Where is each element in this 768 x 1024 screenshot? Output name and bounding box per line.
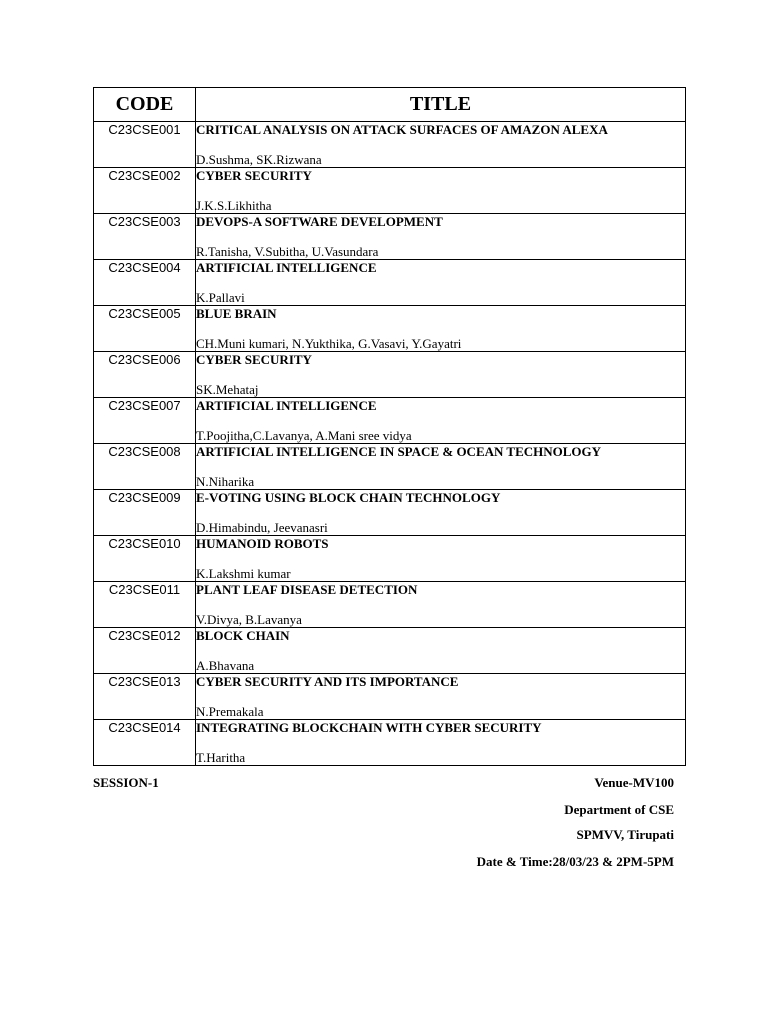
paper-authors: SK.Mehataj: [196, 382, 259, 397]
paper-title: BLOCK CHAIN: [196, 628, 290, 643]
paper-cell: [196, 536, 686, 582]
table-row: [94, 582, 686, 628]
table-row: [94, 490, 686, 536]
paper-cell: [196, 628, 686, 674]
paper-code: C23CSE007: [94, 398, 196, 444]
paper-cell: [196, 490, 686, 536]
paper-authors: J.K.S.Likhitha: [196, 198, 272, 213]
paper-code: C23CSE006: [94, 352, 196, 398]
paper-title: PLANT LEAF DISEASE DETECTION: [196, 582, 418, 597]
department-label: Department of CSE: [564, 802, 674, 817]
table-row: [94, 260, 686, 306]
code-column-header: CODE: [94, 88, 196, 122]
table-row: [94, 720, 686, 766]
paper-title: HUMANOID ROBOTS: [196, 536, 329, 551]
datetime-label: Date & Time:28/03/23 & 2PM-5PM: [476, 854, 674, 869]
table-row: [94, 628, 686, 674]
paper-title: INTEGRATING BLOCKCHAIN WITH CYBER SECURITY: [196, 720, 542, 735]
paper-cell: [196, 168, 686, 214]
paper-authors: CH.Muni kumari, N.Yukthika, G.Vasavi, Y.Gayatri: [196, 336, 462, 351]
table-row: [94, 352, 686, 398]
table-row: [94, 536, 686, 582]
paper-cell: [196, 720, 686, 766]
paper-code: C23CSE001: [94, 122, 196, 168]
paper-authors: A.Bhavana: [196, 658, 255, 673]
paper-title: E-VOTING USING BLOCK CHAIN TECHNOLOGY: [196, 490, 501, 505]
paper-title: ARTIFICIAL INTELLIGENCE: [196, 260, 377, 275]
paper-title: ARTIFICIAL INTELLIGENCE: [196, 398, 377, 413]
paper-cell: [196, 582, 686, 628]
paper-cell: [196, 214, 686, 260]
paper-authors: D.Himabindu, Jeevanasri: [196, 520, 328, 535]
table-row: [94, 168, 686, 214]
paper-code: C23CSE014: [94, 720, 196, 766]
paper-authors: D.Sushma, SK.Rizwana: [196, 152, 322, 167]
venue-label: Venue-MV100: [594, 775, 674, 790]
paper-title: CYBER SECURITY AND ITS IMPORTANCE: [196, 674, 459, 689]
paper-code: C23CSE009: [94, 490, 196, 536]
paper-cell: [196, 398, 686, 444]
paper-code: C23CSE003: [94, 214, 196, 260]
paper-title: ARTIFICIAL INTELLIGENCE IN SPACE & OCEAN TECHNOLOGY: [196, 444, 602, 459]
paper-cell: [196, 260, 686, 306]
paper-code: C23CSE010: [94, 536, 196, 582]
table-header-row: [94, 88, 686, 122]
paper-code: C23CSE004: [94, 260, 196, 306]
paper-authors: T.Haritha: [196, 750, 246, 765]
paper-cell: [196, 306, 686, 352]
paper-authors: N.Niharika: [196, 474, 255, 489]
table-row: [94, 214, 686, 260]
paper-authors: T.Poojitha,C.Lavanya, A.Mani sree vidya: [196, 428, 412, 443]
table-row: [94, 122, 686, 168]
paper-cell: [196, 352, 686, 398]
paper-authors: N.Premakala: [196, 704, 264, 719]
paper-code: C23CSE002: [94, 168, 196, 214]
paper-title: BLUE BRAIN: [196, 306, 277, 321]
paper-code: C23CSE011: [94, 582, 196, 628]
paper-title: CYBER SECURITY: [196, 168, 312, 183]
paper-code: C23CSE013: [94, 674, 196, 720]
paper-title: CRITICAL ANALYSIS ON ATTACK SURFACES OF AMAZON ALEXA: [196, 122, 608, 137]
paper-code: C23CSE012: [94, 628, 196, 674]
paper-authors: K.Pallavi: [196, 290, 245, 305]
title-column-header: TITLE: [196, 88, 686, 122]
paper-authors: R.Tanisha, V.Subitha, U.Vasundara: [196, 244, 379, 259]
table-row: [94, 674, 686, 720]
paper-authors: K.Lakshmi kumar: [196, 566, 291, 581]
paper-cell: [196, 674, 686, 720]
paper-code: C23CSE008: [94, 444, 196, 490]
paper-title: DEVOPS-A SOFTWARE DEVELOPMENT: [196, 214, 443, 229]
table-row: [94, 306, 686, 352]
table-row: [94, 398, 686, 444]
paper-schedule-table: [93, 87, 686, 766]
paper-cell: [196, 444, 686, 490]
session-label: SESSION-1: [93, 775, 159, 790]
paper-authors: V.Divya, B.Lavanya: [196, 612, 302, 627]
paper-code: C23CSE005: [94, 306, 196, 352]
paper-cell: [196, 122, 686, 168]
paper-title: CYBER SECURITY: [196, 352, 312, 367]
table-row: [94, 444, 686, 490]
institution-label: SPMVV, Tirupati: [576, 827, 674, 842]
